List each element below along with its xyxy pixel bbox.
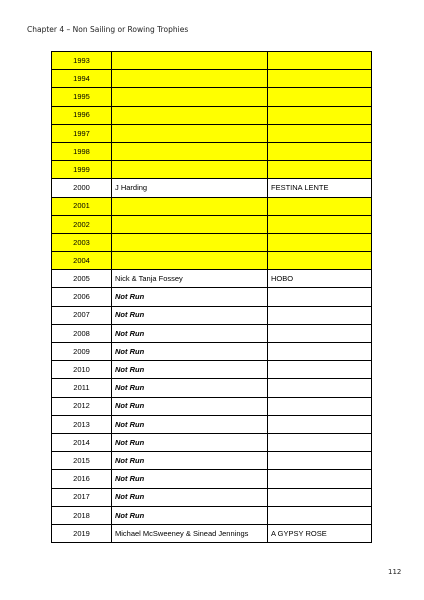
- table-row: [52, 433, 372, 451]
- table-row: [52, 124, 372, 142]
- boat-name-cell: [268, 415, 372, 433]
- winner-name-cell: Not Run: [112, 361, 268, 379]
- year-cell: 2012: [52, 397, 112, 415]
- boat-name-cell: A GYPSY ROSE: [268, 524, 372, 542]
- year-cell: 2015: [52, 452, 112, 470]
- boat-name-cell: [268, 233, 372, 251]
- winner-name-cell: Not Run: [112, 343, 268, 361]
- winner-name-cell: [112, 197, 268, 215]
- boat-name-cell: HOBO: [268, 270, 372, 288]
- boat-name-cell: [268, 506, 372, 524]
- winner-name-cell: J Harding: [112, 179, 268, 197]
- table-row: [52, 361, 372, 379]
- winner-name-cell: Not Run: [112, 415, 268, 433]
- winner-name-cell: Not Run: [112, 470, 268, 488]
- page-number: 112: [388, 568, 402, 576]
- winner-name-cell: [112, 88, 268, 106]
- winner-name-cell: [112, 70, 268, 88]
- winner-name-cell: [112, 106, 268, 124]
- year-cell: 1994: [52, 70, 112, 88]
- winner-name-cell: [112, 142, 268, 160]
- boat-name-cell: [268, 288, 372, 306]
- winner-name-cell: [112, 52, 268, 70]
- winner-name-cell: Not Run: [112, 379, 268, 397]
- boat-name-cell: [268, 343, 372, 361]
- year-cell: 1998: [52, 142, 112, 160]
- year-cell: 2010: [52, 361, 112, 379]
- table-row: [52, 415, 372, 433]
- trophy-table-body: [52, 52, 372, 543]
- table-row: [52, 288, 372, 306]
- year-cell: 1993: [52, 52, 112, 70]
- table-row: [52, 379, 372, 397]
- winner-name-cell: Michael McSweeney & Sinead Jennings: [112, 524, 268, 542]
- boat-name-cell: [268, 379, 372, 397]
- boat-name-cell: [268, 397, 372, 415]
- boat-name-cell: [268, 70, 372, 88]
- year-cell: 2004: [52, 252, 112, 270]
- year-cell: 2013: [52, 415, 112, 433]
- year-cell: 2000: [52, 179, 112, 197]
- table-row: [52, 233, 372, 251]
- boat-name-cell: [268, 361, 372, 379]
- page-header: Chapter 4 – Non Sailing or Rowing Trophies: [27, 25, 189, 34]
- year-cell: 2017: [52, 488, 112, 506]
- table-row: [52, 161, 372, 179]
- winner-name-cell: [112, 233, 268, 251]
- winner-name-cell: Nick & Tanja Fossey: [112, 270, 268, 288]
- boat-name-cell: [268, 88, 372, 106]
- table-row: [52, 179, 372, 197]
- trophy-winners-table: [51, 51, 372, 543]
- year-cell: 2002: [52, 215, 112, 233]
- table-row: [52, 252, 372, 270]
- table-row: [52, 270, 372, 288]
- table-row: [52, 470, 372, 488]
- year-cell: 2008: [52, 324, 112, 342]
- winner-name-cell: Not Run: [112, 288, 268, 306]
- winner-name-cell: Not Run: [112, 488, 268, 506]
- table-row: [52, 197, 372, 215]
- table-row: [52, 70, 372, 88]
- winner-name-cell: [112, 215, 268, 233]
- year-cell: 2003: [52, 233, 112, 251]
- winner-name-cell: Not Run: [112, 433, 268, 451]
- boat-name-cell: [268, 452, 372, 470]
- boat-name-cell: [268, 252, 372, 270]
- year-cell: 2018: [52, 506, 112, 524]
- year-cell: 2011: [52, 379, 112, 397]
- boat-name-cell: [268, 488, 372, 506]
- year-cell: 1995: [52, 88, 112, 106]
- boat-name-cell: FESTINA LENTE: [268, 179, 372, 197]
- table-row: [52, 306, 372, 324]
- winner-name-cell: Not Run: [112, 397, 268, 415]
- year-cell: 2001: [52, 197, 112, 215]
- boat-name-cell: [268, 197, 372, 215]
- table-row: [52, 397, 372, 415]
- winner-name-cell: [112, 124, 268, 142]
- table-row: [52, 52, 372, 70]
- winner-name-cell: Not Run: [112, 324, 268, 342]
- boat-name-cell: [268, 324, 372, 342]
- year-cell: 2009: [52, 343, 112, 361]
- year-cell: 2019: [52, 524, 112, 542]
- boat-name-cell: [268, 215, 372, 233]
- winner-name-cell: [112, 161, 268, 179]
- boat-name-cell: [268, 142, 372, 160]
- year-cell: 1997: [52, 124, 112, 142]
- year-cell: 2014: [52, 433, 112, 451]
- winner-name-cell: Not Run: [112, 506, 268, 524]
- year-cell: 2006: [52, 288, 112, 306]
- boat-name-cell: [268, 161, 372, 179]
- table-row: [52, 524, 372, 542]
- winner-name-cell: [112, 252, 268, 270]
- year-cell: 2005: [52, 270, 112, 288]
- table-row: [52, 88, 372, 106]
- table-row: [52, 506, 372, 524]
- year-cell: 1999: [52, 161, 112, 179]
- boat-name-cell: [268, 433, 372, 451]
- table-row: [52, 343, 372, 361]
- boat-name-cell: [268, 470, 372, 488]
- boat-name-cell: [268, 124, 372, 142]
- year-cell: 2016: [52, 470, 112, 488]
- boat-name-cell: [268, 106, 372, 124]
- table-row: [52, 106, 372, 124]
- boat-name-cell: [268, 52, 372, 70]
- table-row: [52, 452, 372, 470]
- table-row: [52, 324, 372, 342]
- winner-name-cell: Not Run: [112, 306, 268, 324]
- boat-name-cell: [268, 306, 372, 324]
- year-cell: 1996: [52, 106, 112, 124]
- year-cell: 2007: [52, 306, 112, 324]
- table-row: [52, 142, 372, 160]
- table-row: [52, 488, 372, 506]
- winner-name-cell: Not Run: [112, 452, 268, 470]
- table-row: [52, 215, 372, 233]
